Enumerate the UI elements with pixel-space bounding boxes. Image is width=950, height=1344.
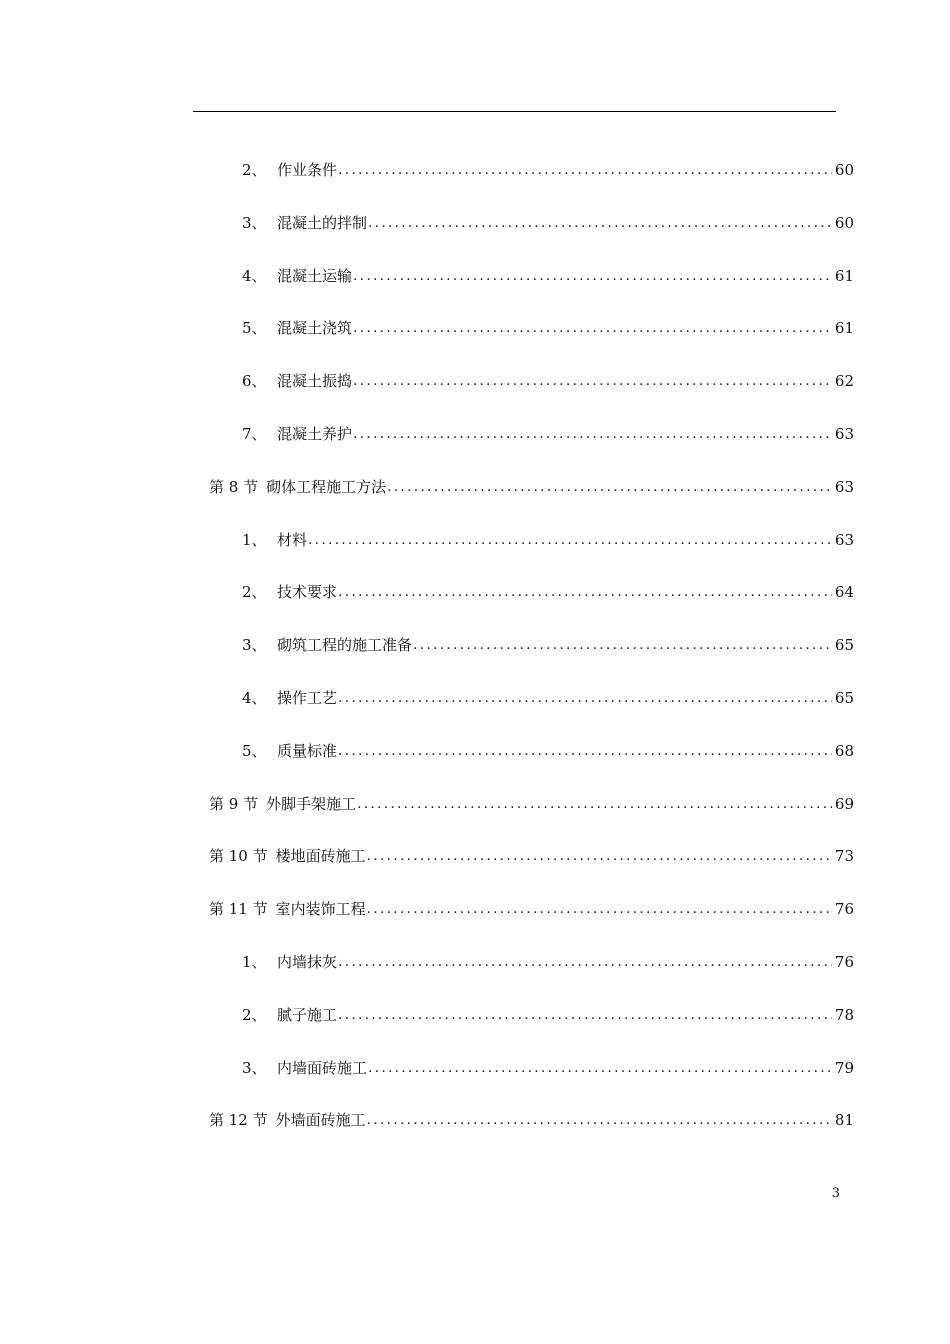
toc-dot-leader — [387, 472, 832, 502]
toc-entry-number: 第 10 节 — [209, 847, 268, 866]
toc-entry-title: 混凝土养护 — [277, 425, 353, 443]
toc-entry-number: 2、 — [242, 1005, 267, 1024]
toc-entry-title: 作业条件 — [277, 161, 338, 179]
toc-entry-page: 76 — [834, 900, 854, 919]
toc-entry[interactable] — [209, 1105, 854, 1135]
toc-dot-leader — [353, 419, 832, 449]
toc-entry-title: 外墙面砖施工 — [275, 1111, 366, 1130]
toc-entry-page: 65 — [834, 689, 854, 707]
toc-entry-number: 第 12 节 — [209, 1111, 268, 1130]
toc-entry[interactable] — [242, 1000, 854, 1030]
toc-entry-page: 68 — [834, 741, 854, 760]
toc-entry-number: 2、 — [242, 583, 267, 602]
toc-entry[interactable] — [209, 789, 854, 819]
toc-dot-leader — [353, 313, 832, 343]
toc-entry-page: 61 — [834, 319, 854, 338]
header-rule — [193, 111, 836, 112]
toc-entry-number: 3、 — [242, 1058, 267, 1077]
toc-entry-number: 第 8 节 — [209, 477, 259, 496]
toc-entry-page: 62 — [834, 372, 854, 391]
toc-entry-title: 技术要求 — [277, 583, 338, 602]
toc-entry-title: 砌筑工程的施工准备 — [277, 636, 413, 655]
toc-entry-page: 79 — [834, 1058, 854, 1077]
toc-entry[interactable] — [242, 419, 854, 449]
toc-entry[interactable] — [242, 577, 854, 607]
toc-entry[interactable] — [242, 947, 854, 977]
toc-entry-page: 61 — [834, 266, 854, 285]
toc-entry-page: 81 — [834, 1111, 854, 1130]
toc-dot-leader — [357, 789, 832, 819]
toc-entry-number: 第 9 节 — [209, 794, 259, 813]
toc-dot-leader — [338, 1000, 832, 1030]
toc-entry-number: 6、 — [242, 372, 267, 391]
toc-dot-leader — [308, 525, 832, 555]
toc-entry-title: 混凝土浇筑 — [277, 319, 353, 338]
toc-entry[interactable] — [242, 525, 854, 555]
toc-entry-page: 60 — [834, 161, 854, 179]
toc-entry-title: 砌体工程施工方法 — [266, 477, 387, 496]
toc-dot-leader — [368, 1053, 832, 1083]
toc-entry-title: 内墙面砖施工 — [277, 1058, 368, 1077]
toc-dot-leader — [353, 261, 832, 291]
toc-dot-leader — [413, 630, 832, 660]
toc-entry-page: 60 — [834, 213, 854, 232]
toc-entry[interactable] — [242, 683, 854, 713]
toc-entry-number: 5、 — [242, 319, 267, 338]
toc-entry-number: 3、 — [242, 213, 267, 232]
toc-entry-number: 4、 — [242, 689, 267, 707]
toc-dot-leader — [367, 894, 832, 924]
toc-entry-number: 1、 — [242, 953, 267, 971]
toc-entry-title: 室内装饰工程 — [275, 900, 366, 919]
toc-dot-leader — [353, 366, 832, 396]
toc-entry-title: 楼地面砖施工 — [275, 847, 366, 866]
toc-entry-number: 2、 — [242, 161, 267, 179]
toc-entry-page: 63 — [834, 530, 854, 549]
toc-dot-leader — [338, 683, 832, 713]
toc-entry-title: 内墙抹灰 — [277, 953, 338, 971]
toc-entry[interactable] — [242, 313, 854, 343]
toc-entry-page: 76 — [834, 953, 854, 971]
footer-page-number: 3 — [831, 1186, 840, 1201]
toc-entry-page: 63 — [834, 425, 854, 443]
toc-entry-number: 3、 — [242, 636, 267, 655]
toc-entry[interactable] — [242, 155, 854, 185]
toc-entry[interactable] — [242, 630, 854, 660]
toc-dot-leader — [338, 736, 832, 766]
toc-entry-title: 质量标准 — [277, 741, 338, 760]
toc-entry-page: 63 — [834, 477, 854, 496]
toc-entry-title: 混凝土运输 — [277, 266, 353, 285]
toc-entry-number: 1、 — [242, 530, 267, 549]
toc-entry-title: 混凝土振捣 — [277, 372, 353, 391]
toc-entry-number: 第 11 节 — [209, 900, 268, 919]
toc-entry[interactable] — [209, 472, 854, 502]
toc-entry-title: 腻子施工 — [277, 1005, 338, 1024]
toc-entry-number: 7、 — [242, 425, 267, 443]
toc-dot-leader — [367, 1105, 832, 1135]
toc-entry-page: 64 — [834, 583, 854, 602]
toc-entry-page: 78 — [834, 1005, 854, 1024]
toc-entry-number: 4、 — [242, 266, 267, 285]
toc-entry[interactable] — [209, 841, 854, 871]
toc-entry-title: 操作工艺 — [277, 689, 338, 707]
toc-entry[interactable] — [242, 736, 854, 766]
toc-entry-title: 外脚手架施工 — [266, 794, 357, 813]
toc-dot-leader — [338, 947, 832, 977]
toc-entry[interactable] — [242, 366, 854, 396]
toc-entry-title: 材料 — [277, 530, 308, 549]
toc-entry-number: 5、 — [242, 741, 267, 760]
toc-entry-page: 69 — [834, 794, 854, 813]
toc-entry-page: 73 — [834, 847, 854, 866]
toc-entry[interactable] — [242, 261, 854, 291]
toc-entry-title: 混凝土的拌制 — [277, 213, 368, 232]
toc-entry[interactable] — [242, 1053, 854, 1083]
toc-dot-leader — [338, 155, 832, 185]
toc-dot-leader — [338, 577, 832, 607]
toc-entry[interactable] — [209, 894, 854, 924]
toc-dot-leader — [368, 208, 832, 238]
toc-entry-page: 65 — [834, 636, 854, 655]
toc-dot-leader — [367, 841, 832, 871]
toc-entry[interactable] — [242, 208, 854, 238]
